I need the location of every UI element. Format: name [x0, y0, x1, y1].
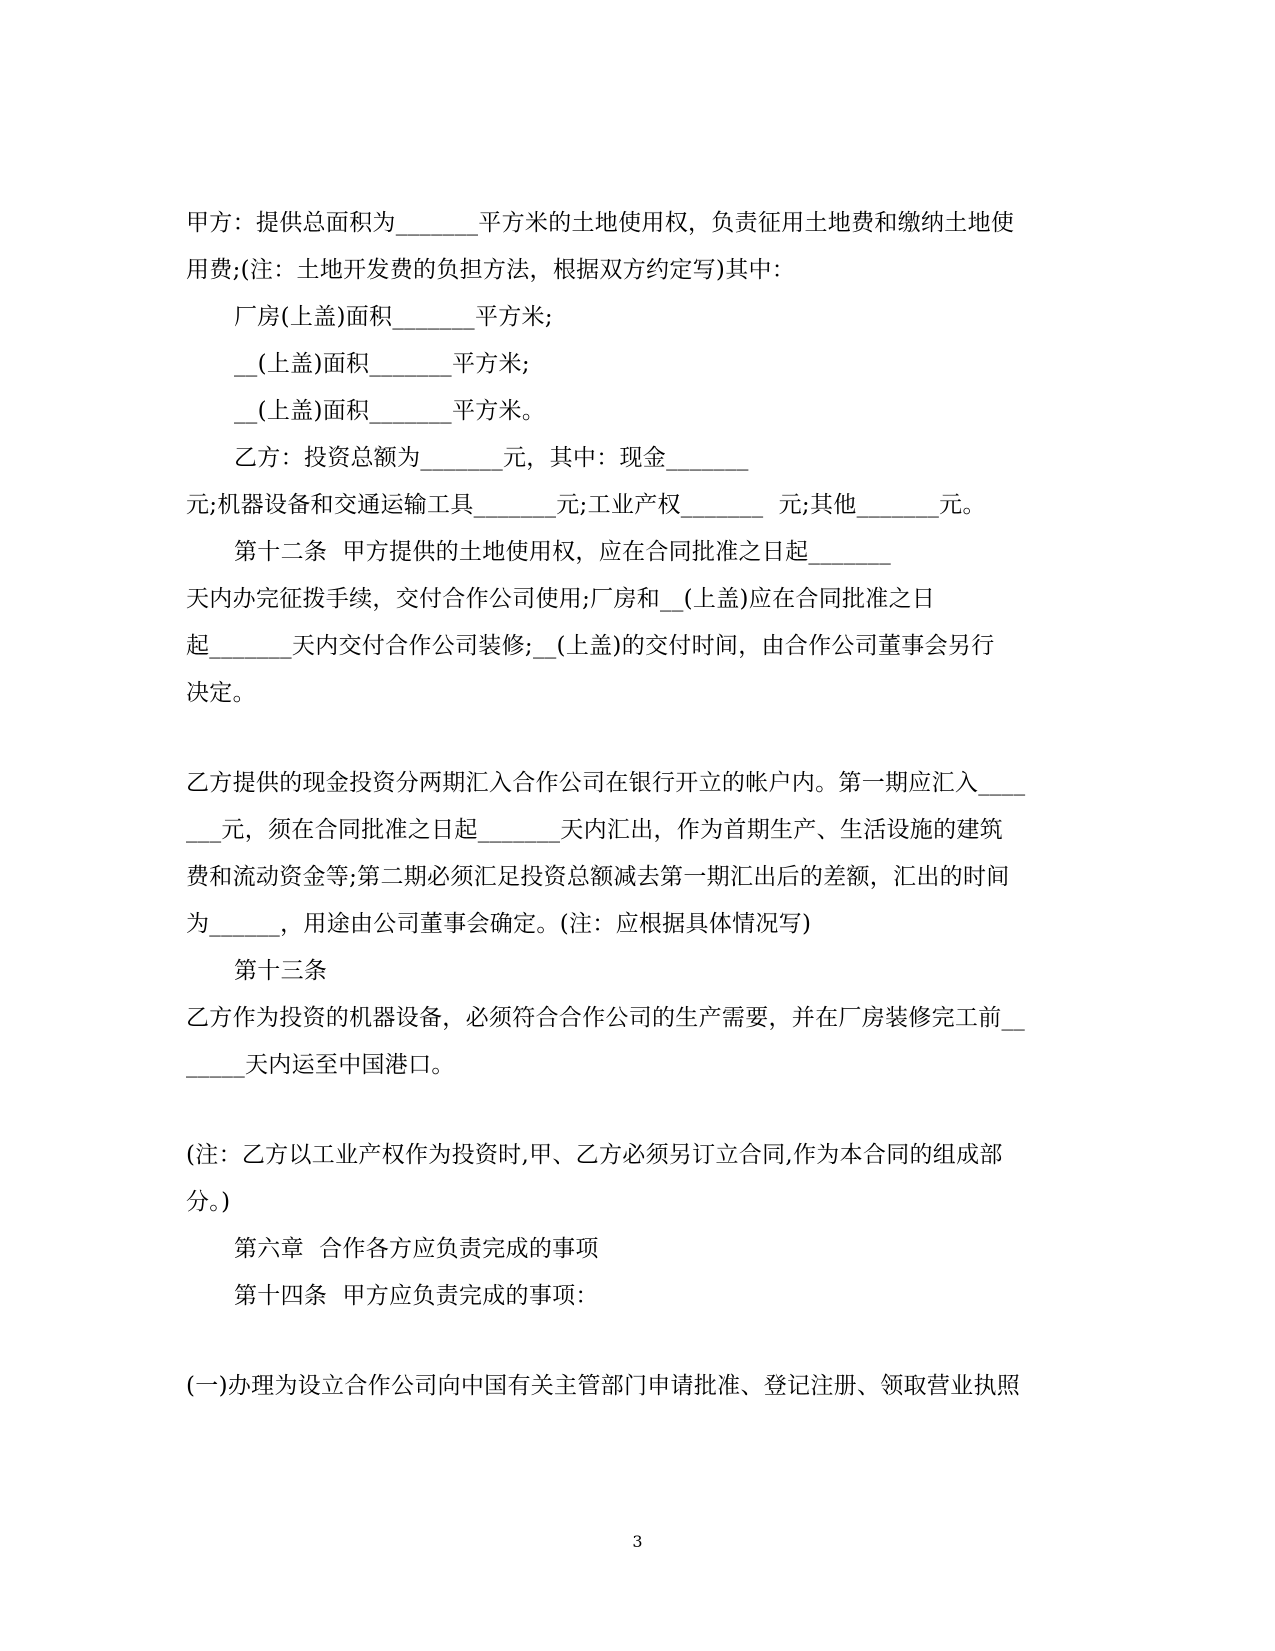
text-line: _____天内运至中国港口。: [186, 1052, 455, 1078]
article-heading: 第十四条 甲方应负责完成的事项：: [234, 1283, 599, 1309]
text-line: 决定。: [186, 680, 256, 706]
text-line: 费和流动资金等;第二期必须汇足投资总额减去第一期汇出后的差额，汇出的时间: [186, 864, 1010, 890]
text-line: 乙方作为投资的机器设备，必须符合合作公司的生产需要，并在厂房装修完工前__: [186, 1005, 1026, 1031]
text-line: 起_______天内交付合作公司装修;__(上盖)的交付时间，由合作公司董事会另行: [186, 633, 995, 659]
text-line: 第十三条: [234, 958, 328, 984]
text-line: 第十二条 甲方提供的土地使用权，应在合同批准之日起_______: [234, 539, 892, 565]
text-line: __(上盖)面积_______平方米。: [234, 398, 546, 424]
text-line: 乙方提供的现金投资分两期汇入合作公司在银行开立的帐户内。第一期应汇入____: [186, 770, 1026, 796]
text-line: 用费;(注：土地开发费的负担方法，根据双方约定写)其中：: [186, 257, 796, 283]
text-line: 天内办完征拨手续，交付合作公司使用;厂房和__(上盖)应在合同批准之日: [186, 586, 936, 612]
text-line: 厂房(上盖)面积_______平方米;: [234, 304, 553, 330]
text-line: 元;机器设备和交通运输工具_______元;工业产权_______ 元;其他_______元。: [186, 492, 986, 518]
text-line: 乙方：投资总额为_______元，其中：现金_______: [234, 445, 749, 471]
text-line: 为______，用途由公司董事会确定。(注：应根据具体情况写): [186, 911, 812, 937]
text-line: 分。): [186, 1189, 231, 1215]
text-line: 甲方：提供总面积为_______平方米的土地使用权，负责征用土地费和缴纳土地使: [186, 210, 1015, 236]
text-line: ___元，须在合同批准之日起_______天内汇出，作为首期生产、生活设施的建筑: [186, 817, 1003, 843]
text-line: (一)办理为设立合作公司向中国有关主管部门申请批准、登记注册、领取营业执照: [186, 1373, 1021, 1399]
text-line: __(上盖)面积_______平方米;: [234, 351, 530, 377]
page-number: 3: [632, 1532, 643, 1551]
chapter-heading: 第六章 合作各方应负责完成的事项: [234, 1236, 599, 1262]
text-line: (注：乙方以工业产权作为投资时,甲、乙方必须另订立合同,作为本合同的组成部: [186, 1142, 1003, 1168]
